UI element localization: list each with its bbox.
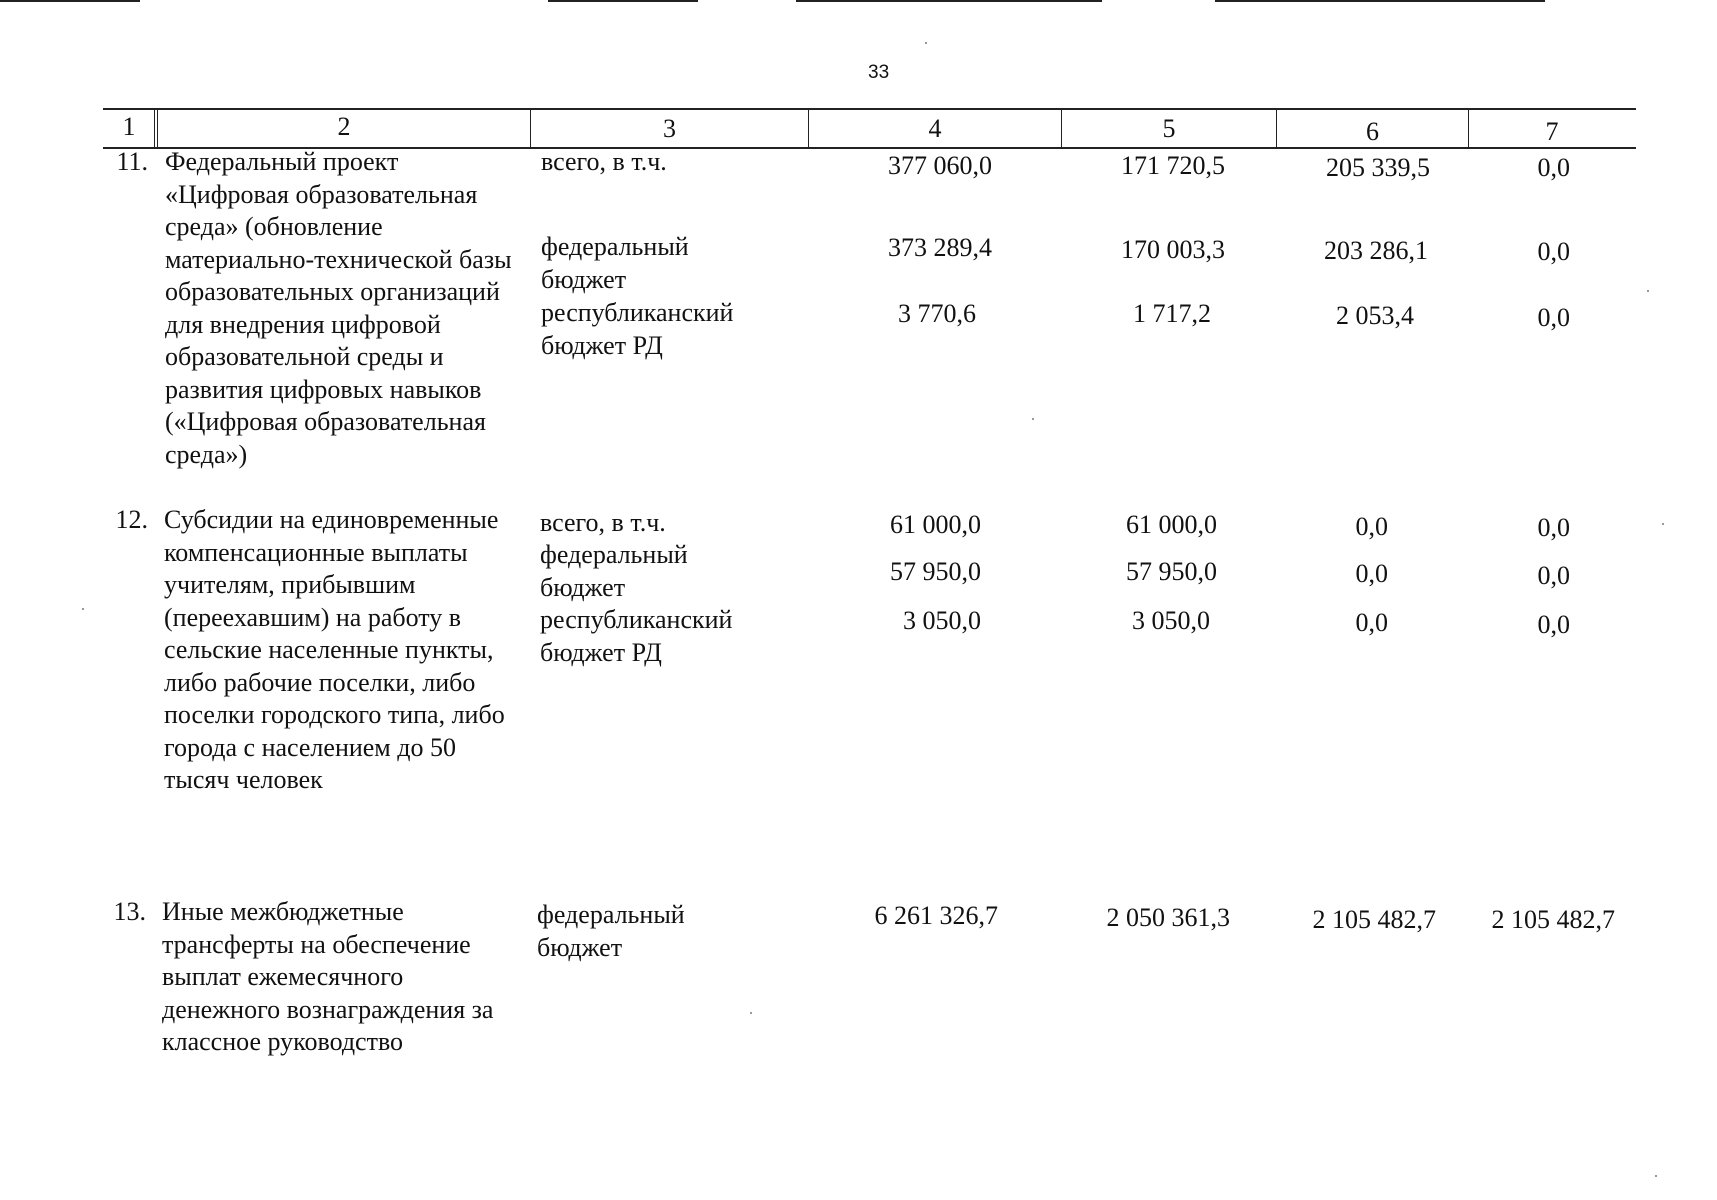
row-name: Субсидии на единовременные компенсационные выплаты учителям, прибывшим (переехавшим) на работу в сельские населенные пункты, либо рабочие поселки, либо поселки городского типа, либо города с населением до 50 тысяч человек [164,505,505,794]
table-top-rule [103,108,1636,110]
row-number: 12. [115,505,148,534]
source-label: всего, в т.ч. [541,147,667,176]
value-col5: 2 050 361,3 [1106,903,1230,932]
header-divider [154,110,155,147]
row-name: Иные межбюджетные трансферты на обеспечение выплат ежемесячного денежного вознаграждения за классное руководство [162,897,494,1056]
column-header: 4 [928,114,942,143]
scan-speck [1655,1175,1657,1177]
column-header: 7 [1545,117,1559,146]
value-col4: 3 770,6 [898,299,976,328]
column-header: 5 [1162,114,1176,143]
source-label: республиканский бюджет РД [541,298,734,360]
source-label: республиканский бюджет РД [540,605,733,667]
scan-edge-mark [548,0,698,2]
scan-speck [1032,418,1034,420]
scan-edge-mark [796,0,1102,2]
value-col6: 2 053,4 [1336,301,1414,330]
value-col7: 0,0 [1537,303,1570,332]
value-col6: 203 286,1 [1324,236,1428,265]
value-col6: 0,0 [1355,559,1388,588]
column-header: 2 [337,112,351,141]
page-number: 33 [868,62,890,83]
value-col5: 170 003,3 [1121,235,1225,264]
value-col4: 377 060,0 [888,151,992,180]
scan-speck [750,1012,752,1014]
scan-edge-mark [1215,0,1545,2]
value-col4: 61 000,0 [890,510,981,539]
value-col6: 0,0 [1355,512,1388,541]
source-label: федеральный бюджет [541,232,689,294]
value-col7: 0,0 [1537,561,1570,590]
row-number: 11. [116,147,148,176]
value-col6: 0,0 [1355,608,1388,637]
value-col5: 171 720,5 [1121,151,1225,180]
source-label: федеральный бюджет [540,540,688,602]
value-col4: 373 289,4 [888,233,992,262]
column-header: 3 [663,114,676,143]
column-header: 6 [1366,117,1379,146]
value-col5: 1 717,2 [1133,299,1211,328]
value-col6: 2 105 482,7 [1312,905,1436,934]
value-col4: 57 950,0 [890,557,981,586]
value-col7: 0,0 [1537,237,1570,266]
scan-speck [1647,290,1649,292]
scan-speck [925,42,927,44]
value-col7: 0,0 [1537,153,1570,182]
value-col4: 3 050,0 [903,606,981,635]
column-header: 1 [122,112,136,141]
value-col6: 205 339,5 [1326,153,1430,182]
scan-edge-mark [0,0,140,2]
value-col4: 6 261 326,7 [874,901,998,930]
value-col5: 61 000,0 [1126,510,1217,539]
value-col7: 2 105 482,7 [1491,905,1615,934]
value-col5: 57 950,0 [1126,557,1217,586]
value-col7: 0,0 [1537,610,1570,639]
scan-speck [82,608,84,610]
source-label: федеральный бюджет [537,900,685,962]
row-name: Федеральный проект «Цифровая образовательная среда» (обновление материально-технической базы образовательных организаций для внедрения цифровой образовательной среды и развития цифровых навыков («Цифровая образовательная среда») [165,147,512,469]
value-col5: 3 050,0 [1132,606,1210,635]
scan-speck [1662,523,1664,525]
value-col7: 0,0 [1537,513,1570,542]
source-label: всего, в т.ч. [540,508,666,537]
row-number: 13. [113,897,146,926]
